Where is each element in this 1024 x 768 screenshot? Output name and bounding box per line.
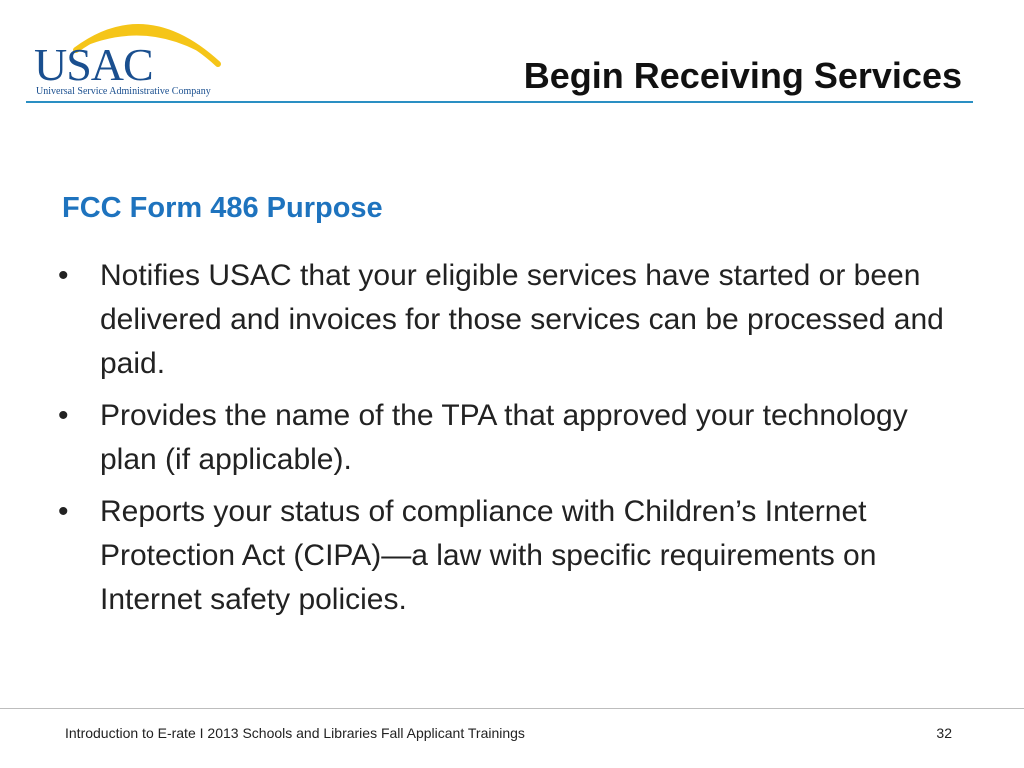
slide-title: Begin Receiving Services [523,55,962,96]
title-divider [26,101,973,103]
footer-divider [0,708,1024,709]
bullet-dot-icon: • [58,399,69,432]
bullet-item [58,394,958,482]
bullet-list [58,254,958,630]
bullet-item [58,254,958,386]
usac-logo [28,12,228,96]
footer-text: Introduction to E-rate I 2013 Schools and Libraries Fall Applicant Trainings [65,725,525,741]
bullet-dot-icon: • [58,495,69,528]
bullet-dot-icon: • [58,259,69,292]
section-heading: FCC Form 486 Purpose [62,192,383,224]
bullet-item [58,490,958,622]
bullet-text: Reports your status of compliance with Children’s Internet Protection Act (CIPA)—a law with specific requirements on Internet safety policies. [100,495,877,616]
logo-tagline: Universal Service Administrative Company [36,86,211,97]
logo-wordmark: USAC [34,39,153,90]
bullet-text: Notifies USAC that your eligible services have started or been delivered and invoices for those services can be processed and paid. [100,259,944,380]
bullet-text: Provides the name of the TPA that approved your technology plan (if applicable). [100,399,908,476]
page-number: 32 [936,725,952,741]
